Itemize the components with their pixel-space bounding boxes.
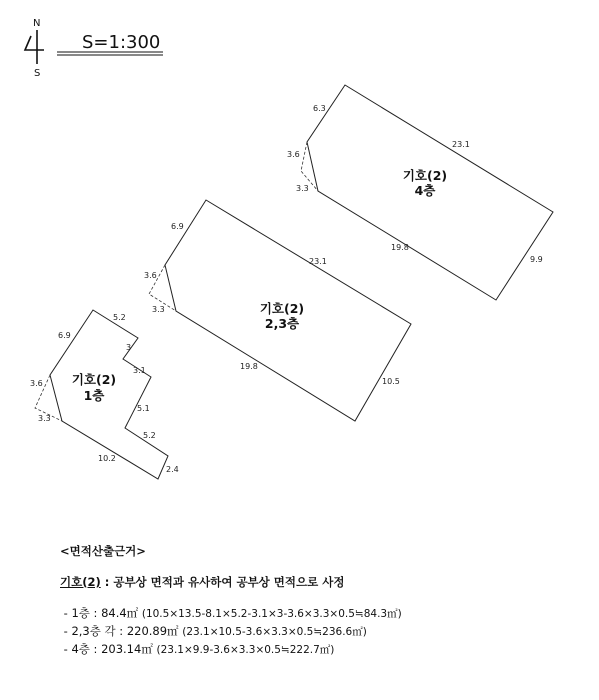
building-outline-2-3f [144, 200, 411, 421]
dim-label: 2.4 [166, 465, 179, 474]
building-floor: 4층 [414, 183, 436, 198]
row-label: - 4층 : [63, 642, 98, 656]
symbol-label: 기호(2) [60, 575, 101, 589]
row-calc: (10.5×13.5-8.1×5.2-3.1×3-3.6×3.3×0.5≒84.3㎡) [141, 608, 402, 620]
dim-label: 6.3 [313, 104, 326, 113]
building-outline-1f [30, 310, 179, 479]
area-row [60, 605, 580, 623]
row-calc: (23.1×10.5-3.6×3.3×0.5≒236.6㎡) [182, 626, 367, 638]
dim-label: 10.2 [98, 454, 116, 463]
scale-label: S=1:300 [82, 32, 161, 53]
row-label: - 2,3층 각 : [63, 624, 124, 638]
building-outline-4f [287, 85, 553, 300]
dim-label: 3.3 [38, 414, 51, 423]
row-calc: (23.1×9.9-3.6×3.3×0.5≒222.7㎡) [156, 644, 335, 656]
notes-summary [60, 574, 580, 591]
north-label: N [33, 18, 41, 29]
south-label: S [34, 68, 41, 79]
north-arrow-icon [25, 18, 44, 79]
dim-label: 3.6 [287, 150, 300, 159]
notes-heading: <면적산출근거> [60, 544, 146, 558]
dim-label: 5.2 [143, 431, 156, 440]
dim-label: 3.6 [30, 379, 43, 388]
dim-label: 3.1 [133, 366, 146, 375]
building-name: 기호(2) [71, 372, 117, 387]
row-value: 203.14㎡ [101, 642, 153, 656]
area-calculation-notes [60, 543, 580, 659]
dim-label: 3 [126, 343, 132, 352]
summary-text: : 공부상 면적과 유사하여 공부상 면적으로 사정 [100, 575, 345, 589]
row-value: 220.89㎡ [126, 624, 179, 638]
dim-label: 6.9 [171, 222, 184, 231]
dim-label: 5.1 [137, 404, 150, 413]
dim-label: 19.8 [391, 243, 409, 252]
building-floor: 2,3층 [264, 316, 300, 331]
dim-label: 5.2 [113, 313, 126, 322]
dim-label: 3.3 [296, 184, 309, 193]
dim-label: 3.6 [144, 271, 157, 280]
row-label: - 1층 : [63, 606, 98, 620]
dim-label: 6.9 [58, 331, 71, 340]
area-row [60, 623, 580, 641]
building-floor: 1층 [83, 388, 105, 403]
building-name: 기호(2) [259, 301, 305, 316]
area-row [60, 641, 580, 659]
dim-label: 23.1 [309, 257, 327, 266]
building-name: 기호(2) [402, 168, 448, 183]
dim-label: 10.5 [382, 377, 400, 386]
row-value: 84.4㎡ [101, 606, 139, 620]
dim-label: 3.3 [152, 305, 165, 314]
dim-label: 19.8 [240, 362, 258, 371]
dim-label: 9.9 [530, 255, 543, 264]
dim-label: 23.1 [452, 140, 470, 149]
